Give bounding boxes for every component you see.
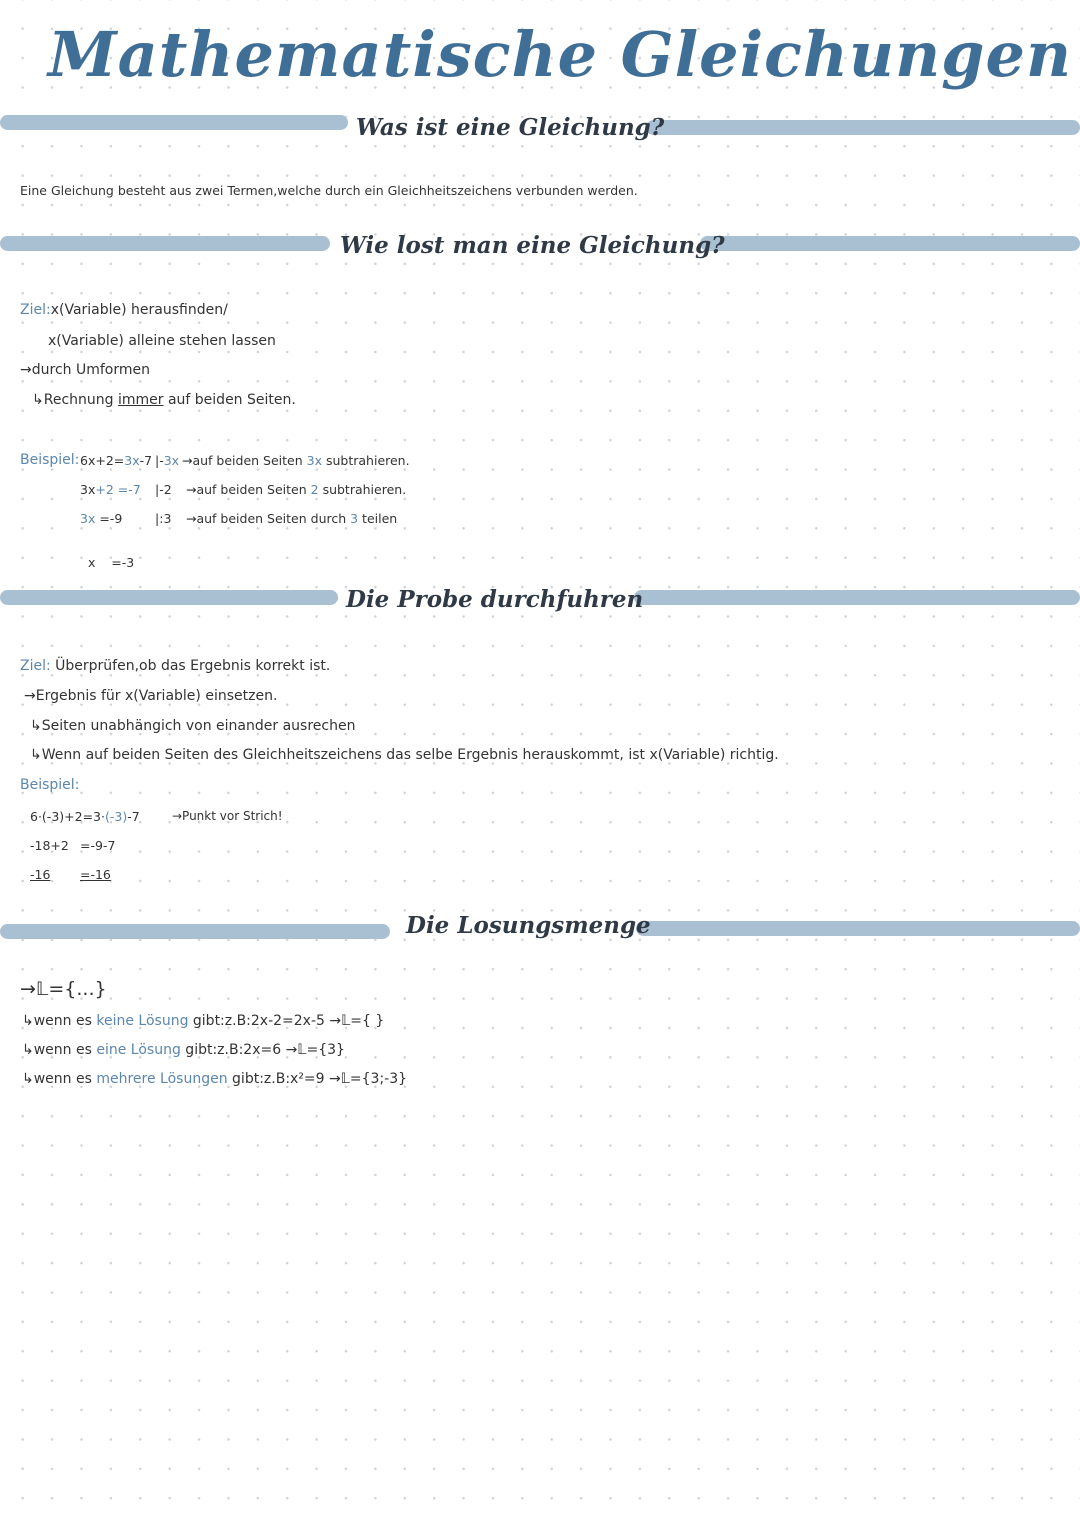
divider-bar: [0, 236, 330, 251]
step-text: auf beiden Seiten.: [163, 392, 296, 408]
example-op: |:3: [155, 511, 172, 526]
solution-set-notation: →𝕃={...}: [20, 978, 107, 1000]
step-emphasis: immer: [117, 392, 164, 408]
probe-line-3-left: -16: [30, 867, 51, 882]
example-row: [80, 453, 152, 468]
ziel-text: x(Variable) herausfinden/: [50, 302, 228, 318]
step-text: ↳Rechnung: [32, 392, 118, 408]
step-line: →Ergebnis für x(Variable) einsetzen.: [24, 688, 278, 704]
ziel-label: Ziel:: [20, 302, 51, 318]
example-equation: x =-3: [87, 555, 135, 570]
probe-line-3-right: =-16: [80, 867, 111, 882]
example-op: |-3x: [155, 453, 180, 468]
probe-line-2-left: -18+2: [30, 838, 69, 853]
example-row: [80, 511, 122, 526]
solution-case: ↳wenn es keine Lösung gibt:z.B:2x-2=2x-5 →𝕃={ }: [22, 1013, 385, 1029]
solution-case: ↳wenn es mehrere Lösungen gibt:z.B:x²=9 →𝕃={3;-3}: [22, 1071, 408, 1087]
definition-text: Eine Gleichung besteht aus zwei Termen,welche durch ein Gleichheitszeichens verbunden werden.: [20, 183, 638, 198]
example-op: |-2: [155, 482, 172, 497]
step-line: ↳Seiten unabhängich von einander ausrechen: [30, 718, 356, 734]
divider-bar: [0, 590, 338, 605]
section-heading-what-is-equation: Was ist eine Gleichung?: [356, 114, 665, 141]
ziel-line: [20, 658, 330, 674]
section-heading-check: Die Probe durchfuhren: [346, 586, 644, 613]
step-line: →durch Umformen: [20, 362, 150, 378]
example-equation: 3x+2 =-7: [80, 482, 141, 497]
probe-line-1: 6·(-3)+2=3·(-3)-7: [30, 809, 140, 824]
step-line: ↳Wenn auf beiden Seiten des Gleichheitszeichens das selbe Ergebnis herauskommt, ist x(Variable) richtig.: [30, 747, 779, 763]
probe-note: →Punkt vor Strich!: [172, 809, 283, 823]
divider-bar: [0, 115, 348, 130]
example-row: [80, 482, 141, 497]
example-description: →auf beiden Seiten 3x subtrahieren.: [182, 453, 410, 468]
ziel-line: [20, 302, 228, 318]
example-description: →auf beiden Seiten durch 3 teilen: [186, 511, 398, 526]
example-label: Beispiel:: [20, 777, 80, 793]
section-heading-solution-set: Die Losungsmenge: [406, 912, 651, 939]
solution-case: ↳wenn es eine Lösung gibt:z.B:2x=6 →𝕃={3}: [22, 1042, 345, 1058]
example-equation: 6x+2=3x-7: [80, 453, 153, 468]
example-label: Beispiel:: [20, 452, 80, 468]
divider-bar: [636, 921, 1080, 936]
example-description: →auf beiden Seiten 2 subtrahieren.: [186, 482, 407, 497]
example-row: [80, 540, 134, 570]
example-equation: 3x =-9: [80, 511, 123, 526]
ziel-text: Überprüfen,ob das Ergebnis korrekt ist.: [55, 658, 331, 674]
section-heading-how-to-solve: Wie lost man eine Gleichung?: [340, 232, 725, 259]
divider-bar: [0, 924, 390, 939]
divider-bar: [700, 236, 1080, 251]
ziel-line-2: x(Variable) alleine stehen lassen: [48, 333, 276, 349]
divider-bar: [646, 120, 1080, 135]
divider-bar: [634, 590, 1080, 605]
probe-line-2-right: =-9-7: [80, 838, 116, 853]
page-title: Mathematische Gleichungen: [47, 18, 1073, 91]
ziel-label: Ziel:: [20, 658, 51, 674]
step-line: [32, 392, 296, 408]
